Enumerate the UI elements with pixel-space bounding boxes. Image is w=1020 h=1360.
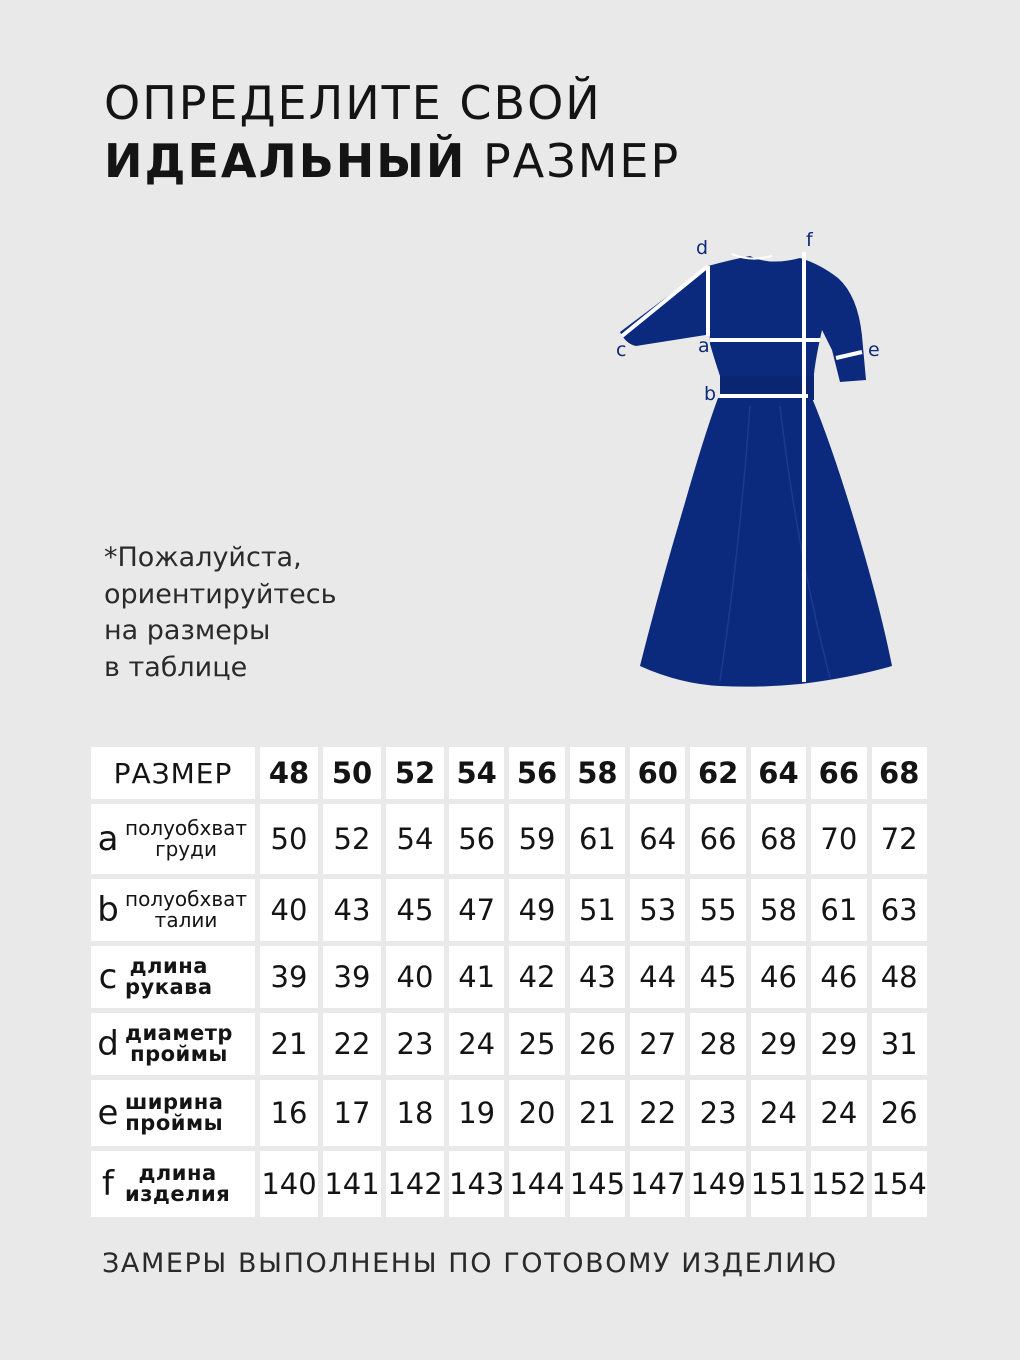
value-cell: 45 [690, 946, 745, 1008]
value-cell: 50 [260, 804, 318, 874]
value-cell: 26 [570, 1013, 625, 1075]
size-header-cell: 52 [386, 747, 444, 799]
value-cell: 19 [449, 1080, 504, 1146]
size-header-cell: 56 [509, 747, 564, 799]
size-note [104, 540, 337, 686]
row-label [91, 1151, 255, 1217]
value-cell: 22 [630, 1080, 685, 1146]
table-row [91, 1151, 927, 1217]
value-cell: 140 [260, 1151, 318, 1217]
note-line: ориентируйтесь [104, 578, 337, 610]
size-header-cell: 66 [811, 747, 866, 799]
value-cell: 49 [509, 879, 564, 941]
value-cell: 70 [811, 804, 866, 874]
value-cell: 68 [751, 804, 806, 874]
value-cell: 141 [323, 1151, 381, 1217]
value-cell: 42 [509, 946, 564, 1008]
value-cell: 40 [260, 879, 318, 941]
row-letter: a [97, 819, 119, 859]
row-label-line: полуобхват [125, 816, 248, 840]
row-label-line: проймы [130, 1042, 228, 1066]
value-cell: 46 [811, 946, 866, 1008]
label-f: f [806, 229, 813, 251]
value-cell: 24 [811, 1080, 866, 1146]
dress-diagram [600, 226, 920, 696]
value-cell: 28 [690, 1013, 745, 1075]
value-cell: 22 [323, 1013, 381, 1075]
value-cell: 31 [872, 1013, 927, 1075]
value-cell: 26 [872, 1080, 927, 1146]
value-cell: 29 [751, 1013, 806, 1075]
row-label-line: полуобхват [125, 887, 248, 911]
row-letter: f [102, 1164, 114, 1204]
value-cell: 72 [872, 804, 927, 874]
dress-silhouette [620, 256, 892, 687]
table-row [91, 1080, 927, 1146]
size-header-cell: 58 [570, 747, 625, 799]
value-cell: 52 [323, 804, 381, 874]
value-cell: 144 [509, 1151, 564, 1217]
value-cell: 145 [570, 1151, 625, 1217]
value-cell: 25 [509, 1013, 564, 1075]
value-cell: 24 [751, 1080, 806, 1146]
value-cell: 43 [323, 879, 381, 941]
value-cell: 64 [630, 804, 685, 874]
table-row [91, 1013, 927, 1075]
note-line: *Пожалуйста, [104, 542, 302, 573]
row-label [91, 804, 255, 874]
footer-note: ЗАМЕРЫ ВЫПОЛНЕНЫ ПО ГОТОВОМУ ИЗДЕЛИЮ [102, 1248, 838, 1279]
value-cell: 43 [570, 946, 625, 1008]
value-cell: 48 [872, 946, 927, 1008]
size-header-cell: 50 [323, 747, 381, 799]
row-label-line: груди [155, 837, 217, 861]
row-letter: b [97, 890, 119, 930]
title-line-2 [104, 132, 680, 190]
label-d: d [696, 237, 709, 259]
title-line-1: ОПРЕДЕЛИТЕ СВОЙ [104, 76, 602, 130]
value-cell: 58 [751, 879, 806, 941]
value-cell: 154 [872, 1151, 927, 1217]
value-cell: 61 [811, 879, 866, 941]
row-label-line: проймы [125, 1111, 224, 1135]
value-cell: 24 [449, 1013, 504, 1075]
value-cell: 53 [630, 879, 685, 941]
value-cell: 27 [630, 1013, 685, 1075]
row-label-line: диаметр [125, 1021, 233, 1045]
value-cell: 63 [872, 879, 927, 941]
value-cell: 54 [386, 804, 444, 874]
label-e: e [868, 339, 880, 361]
row-label-line: рукава [125, 975, 213, 999]
value-cell: 40 [386, 946, 444, 1008]
value-cell: 23 [386, 1013, 444, 1075]
row-label [91, 879, 255, 941]
note-line: в таблице [104, 651, 248, 683]
table-row [91, 804, 927, 874]
size-header-cell: 64 [751, 747, 806, 799]
size-header-cell: 54 [449, 747, 504, 799]
value-cell: 46 [751, 946, 806, 1008]
value-cell: 39 [323, 946, 381, 1008]
value-cell: 21 [260, 1013, 318, 1075]
value-cell: 17 [323, 1080, 381, 1146]
title-rest-word: РАЗМЕР [483, 134, 681, 188]
value-cell: 47 [449, 879, 504, 941]
label-a: a [698, 335, 710, 357]
value-cell: 147 [630, 1151, 685, 1217]
value-cell: 152 [811, 1151, 866, 1217]
row-label [91, 1013, 255, 1075]
size-header-cell: 60 [630, 747, 685, 799]
row-letter: e [97, 1093, 119, 1133]
row-label-line: длина [138, 1161, 217, 1185]
value-cell: 56 [449, 804, 504, 874]
value-cell: 16 [260, 1080, 318, 1146]
size-header-label: РАЗМЕР [91, 747, 255, 799]
label-b: b [704, 383, 717, 405]
value-cell: 61 [570, 804, 625, 874]
value-cell: 21 [570, 1080, 625, 1146]
table-row [91, 879, 927, 941]
table-row [91, 946, 927, 1008]
value-cell: 44 [630, 946, 685, 1008]
row-label [91, 1080, 255, 1146]
value-cell: 59 [509, 804, 564, 874]
row-label-line: длина [129, 954, 208, 978]
value-cell: 51 [570, 879, 625, 941]
value-cell: 23 [690, 1080, 745, 1146]
row-letter: d [97, 1024, 119, 1064]
row-label [91, 946, 255, 1008]
row-label-line: изделия [125, 1182, 231, 1206]
note-line: на размеры [104, 615, 271, 646]
value-cell: 41 [449, 946, 504, 1008]
row-label-line: ширина [125, 1090, 224, 1114]
row-letter: c [98, 957, 118, 997]
value-cell: 45 [386, 879, 444, 941]
value-cell: 151 [751, 1151, 806, 1217]
value-cell: 143 [449, 1151, 504, 1217]
size-header-cell: 68 [872, 747, 927, 799]
size-header-cell: 48 [260, 747, 318, 799]
label-c: c [616, 339, 627, 361]
value-cell: 142 [386, 1151, 444, 1217]
title-bold-word: ИДЕАЛЬНЫЙ [104, 134, 467, 188]
row-label-line: талии [154, 908, 218, 932]
value-cell: 39 [260, 946, 318, 1008]
value-cell: 20 [509, 1080, 564, 1146]
value-cell: 18 [386, 1080, 444, 1146]
page-title [104, 74, 680, 190]
value-cell: 55 [690, 879, 745, 941]
value-cell: 66 [690, 804, 745, 874]
size-table [86, 742, 932, 1222]
value-cell: 149 [690, 1151, 745, 1217]
value-cell: 29 [811, 1013, 866, 1075]
size-header-cell: 62 [690, 747, 745, 799]
size-header-row [91, 747, 927, 799]
